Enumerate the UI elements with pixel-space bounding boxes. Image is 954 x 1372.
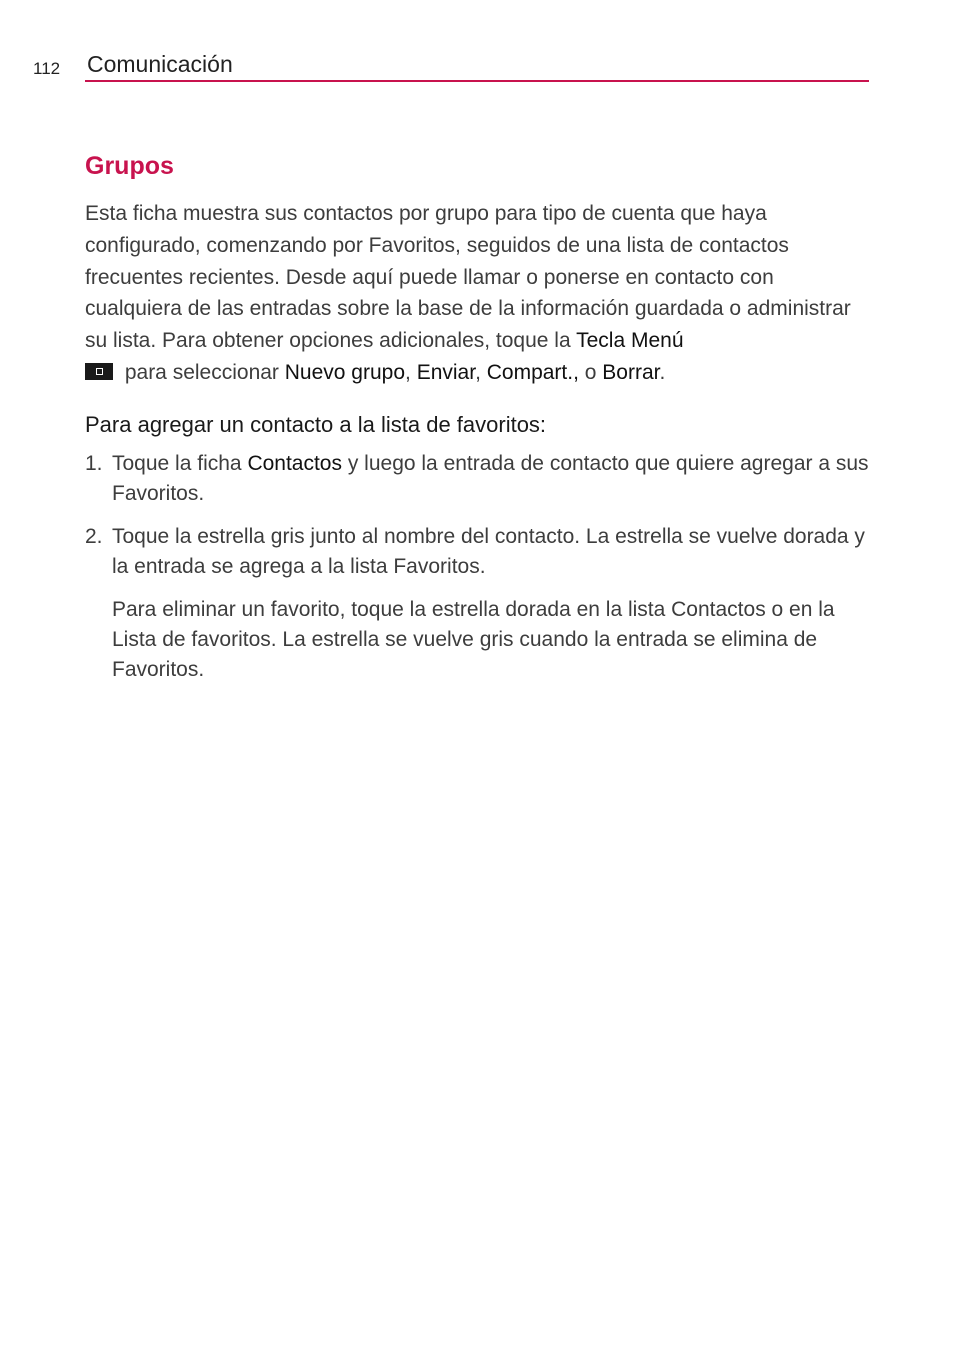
section-header: Comunicación bbox=[87, 51, 233, 77]
option-share: Compart., bbox=[486, 360, 579, 384]
menu-key-label: Tecla Menú bbox=[576, 329, 684, 353]
intro-paragraph bbox=[85, 198, 875, 389]
step-number: 2. bbox=[85, 524, 103, 548]
step-text-part: y luego la entrada de contacto que quiere agregar a sus Favoritos. bbox=[112, 451, 869, 505]
intro-sep-3: o bbox=[578, 360, 603, 384]
option-send: Enviar bbox=[416, 360, 476, 384]
intro-text-1: Esta ficha muestra sus contactos por grupo para tipo de cuenta que haya configurado, comenzando por Favoritos, seguidos de una lista de contactos frecuentes recientes. Desde aquí puede llamar o ponerse en contacto con cualquiera de las entradas sobre la base de la información guardada o administrar su lista. Para obtener opciones adicionales, toque la bbox=[85, 202, 851, 353]
option-new-group: Nuevo grupo bbox=[284, 360, 406, 384]
favorites-subheading: Para agregar un contacto a la lista de favoritos: bbox=[85, 411, 547, 437]
page-number: 112 bbox=[33, 59, 61, 78]
step-text bbox=[112, 449, 875, 509]
step-number: 1. bbox=[85, 451, 103, 475]
menu-key-icon bbox=[85, 363, 113, 380]
intro-end: . bbox=[659, 360, 666, 384]
contacts-tab-keyword: Contactos bbox=[247, 451, 342, 475]
option-delete: Borrar bbox=[602, 360, 660, 384]
remove-favorite-note: Para eliminar un favorito, toque la estrella dorada en la lista Contactos o en la Lista de favoritos. La estrella se vuelve gris cuando la entrada se elimina de Favoritos. bbox=[112, 597, 835, 681]
page-content bbox=[85, 150, 875, 685]
step-text-part: Toque la ficha bbox=[112, 451, 248, 475]
section-heading: Grupos bbox=[85, 152, 174, 180]
intro-sep-1: , bbox=[405, 360, 417, 384]
intro-text-2: para seleccionar bbox=[119, 360, 285, 384]
list-item bbox=[85, 449, 875, 509]
intro-sep-2: , bbox=[475, 360, 487, 384]
step-text: Toque la estrella gris junto al nombre del contacto. La estrella se vuelve dorada y la entrada se agrega a la lista Favoritos. bbox=[112, 524, 865, 578]
header-rule bbox=[85, 80, 869, 82]
list-item bbox=[85, 522, 875, 582]
